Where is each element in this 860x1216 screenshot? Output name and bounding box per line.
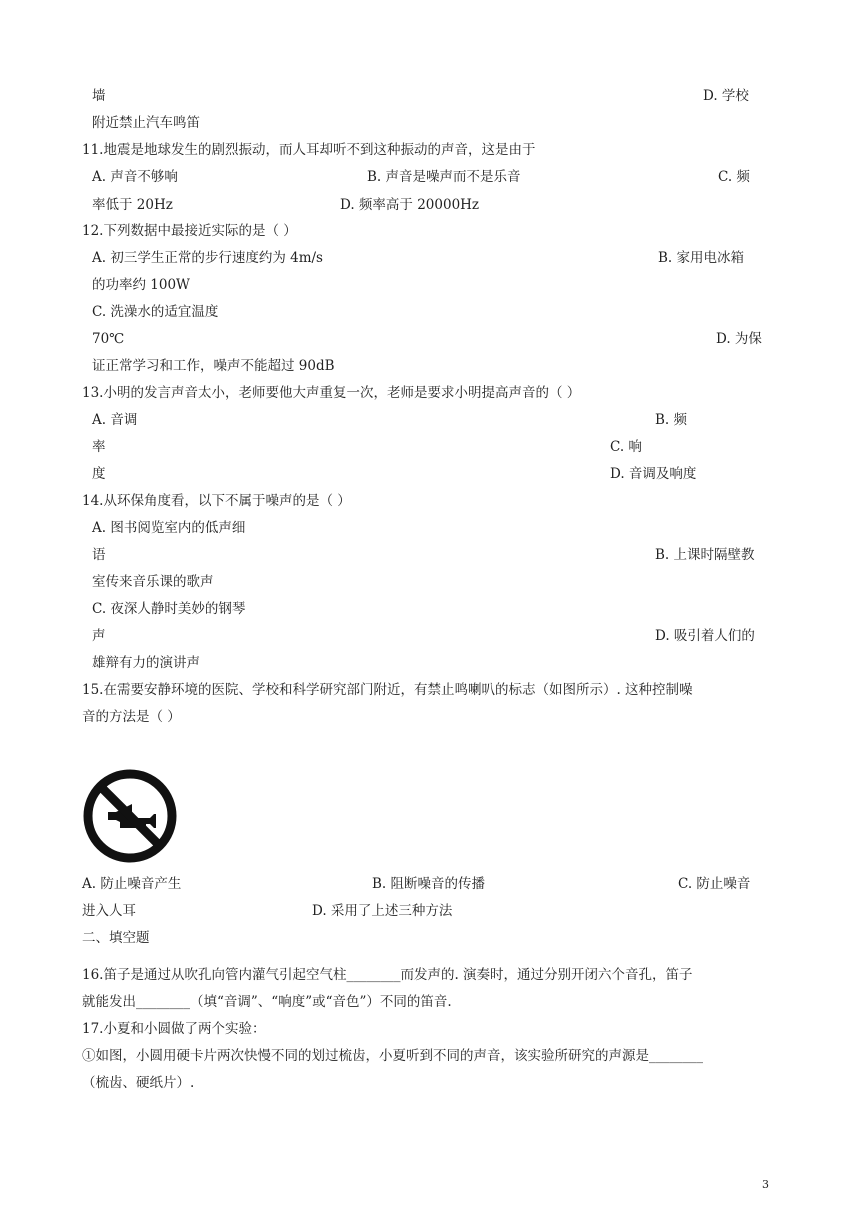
q14-option-a: A. 图书阅览室内的低声细 <box>92 520 246 536</box>
q11-option-c: C. 频 <box>718 169 750 185</box>
q13-option-c: C. 响 <box>610 439 642 455</box>
q13-option-a: A. 音调 <box>92 412 138 428</box>
q13-option-b: B. 频 <box>655 412 688 428</box>
q15-option-c-tail: 进入人耳 <box>82 903 136 919</box>
q12-option-d-tail: 证正常学习和工作，噪声不能超过 90dB <box>92 358 335 374</box>
q14-option-d: D. 吸引着人们的 <box>655 628 755 644</box>
q10-option-d: D. 学校 <box>703 88 749 104</box>
q12-option-d: D. 为保 <box>716 331 762 347</box>
q11-option-c-tail: 率低于 20Hz <box>92 197 173 213</box>
q14-option-b: B. 上课时隔壁教 <box>655 547 755 563</box>
q14-option-d-tail: 雄辩有力的演讲声 <box>92 655 200 671</box>
q12-option-b: B. 家用电冰箱 <box>658 250 745 266</box>
q10-option-d-tail: 附近禁止汽车鸣笛 <box>92 115 200 131</box>
q13-stem: 13.小明的发言声音太小，老师要他大声重复一次，老师是要求小明提高声音的（ ） <box>82 385 581 401</box>
q16-stem: 16.笛子是通过从吹孔向管内灌气引起空气柱________而发声的. 演奏时，通过分别开闭六个音孔，笛子 <box>82 967 693 983</box>
q15-option-a: A. 防止噪音产生 <box>82 876 182 892</box>
q15-stem-cont: 音的方法是（ ） <box>82 709 181 725</box>
q11-option-b: B. 声音是噪声而不是乐音 <box>367 169 521 185</box>
q14-option-a-tail: 语 <box>92 547 106 563</box>
q15-stem: 15.在需要安静环境的医院、学校和科学研究部门附近，有禁止鸣喇叭的标志（如图所示）. 这种控制噪 <box>82 682 693 698</box>
page-number: 3 <box>762 1178 769 1191</box>
q13-option-c-tail: 度 <box>92 466 106 482</box>
q11-option-d: D. 频率高于 20000Hz <box>340 197 480 213</box>
q14-stem: 14.从环保角度看，以下不属于噪声的是（ ） <box>82 493 351 509</box>
q17-part-1: ①如图，小圆用硬卡片两次快慢不同的划过梳齿，小夏听到不同的声音，该实验所研究的声源是________ <box>82 1048 703 1064</box>
q15-option-c: C. 防止噪音 <box>678 876 751 892</box>
q10-option-c-tail: 墙 <box>92 88 106 104</box>
section-heading-fill-in: 二、填空题 <box>82 930 150 946</box>
q15-option-b: B. 阻断噪音的传播 <box>372 876 486 892</box>
q11-stem: 11.地震是地球发生的剧烈振动，而人耳却听不到这种振动的声音，这是由于 <box>82 142 536 158</box>
q14-option-c: C. 夜深人静时美妙的钢琴 <box>92 601 246 617</box>
q17-part-1-cont: （梳齿、硬纸片）. <box>82 1075 195 1091</box>
q11-option-a: A. 声音不够响 <box>92 169 178 185</box>
q15-option-d: D. 采用了上述三种方法 <box>312 903 453 919</box>
q13-option-d: D. 音调及响度 <box>610 466 697 482</box>
q12-option-c-tail: 70℃ <box>92 331 125 347</box>
q14-option-c-tail: 声 <box>92 628 106 644</box>
q16-stem-cont: 就能发出________（填“音调”、“响度”或“音色”）不同的笛音. <box>82 994 452 1010</box>
q17-stem: 17.小夏和小圆做了两个实验： <box>82 1021 266 1037</box>
q12-option-a: A. 初三学生正常的步行速度约为 4m/s <box>92 250 323 266</box>
q12-option-b-tail: 的功率约 100W <box>92 277 190 293</box>
no-horn-sign-icon <box>82 768 178 864</box>
q14-option-b-tail: 室传来音乐课的歌声 <box>92 574 214 590</box>
q13-option-b-tail: 率 <box>92 439 106 455</box>
q12-stem: 12.下列数据中最接近实际的是（ ） <box>82 223 297 239</box>
q12-option-c: C. 洗澡水的适宜温度 <box>92 304 219 320</box>
